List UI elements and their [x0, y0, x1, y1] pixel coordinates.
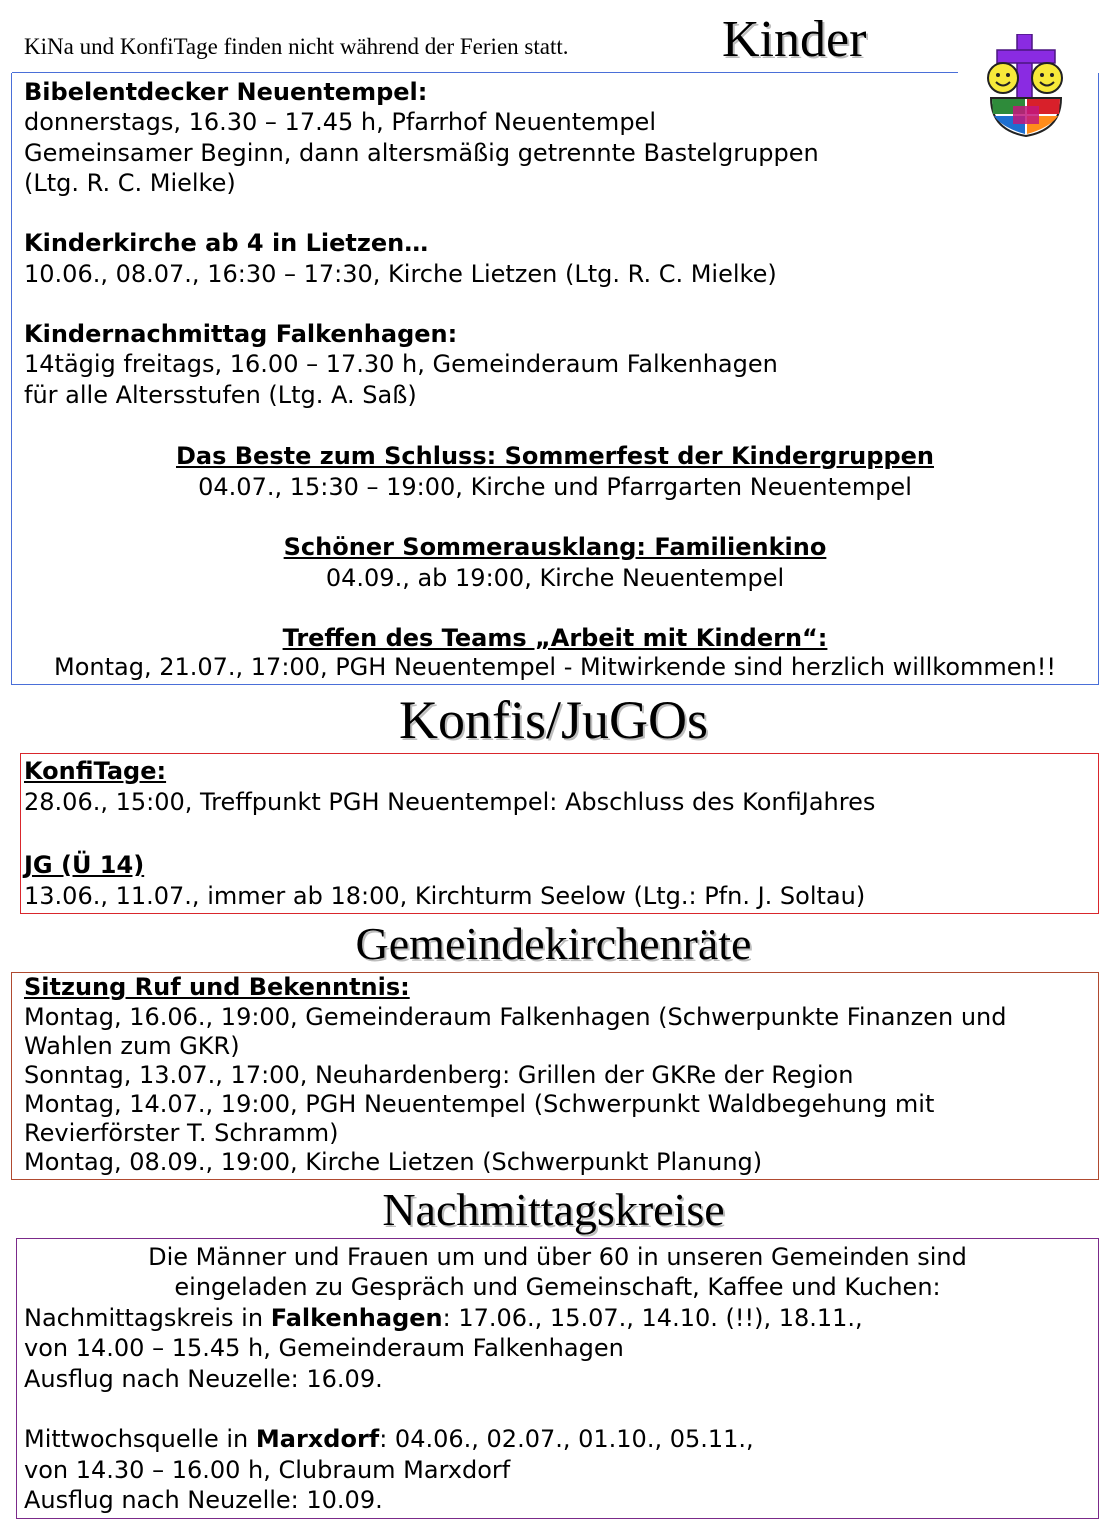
sommerfest-heading-row: [11, 441, 1099, 471]
falkenhagen-line: Ausflug nach Neuzelle: 16.09.: [24, 1365, 383, 1393]
section-title-konfis: Konfis/JuGOs: [398, 690, 709, 750]
marxdorf-dates: : 04.06., 02.07., 01.10., 05.11.,: [379, 1425, 754, 1453]
kindernachmittag-line: 14tägig freitags, 16.00 – 17.30 h, Gemeinderaum Falkenhagen: [24, 350, 778, 378]
marxdorf-dates-line: [24, 1424, 754, 1454]
familienkino-line: 04.09., ab 19:00, Kirche Neuentempel: [325, 564, 785, 592]
familienkino-heading-row: [11, 532, 1099, 562]
nmk-intro-line: Die Männer und Frauen um und über 60 in unseren Gemeinden sind: [148, 1243, 967, 1271]
bibelentdecker-line: Gemeinsamer Beginn, dann altersmäßig getrennte Bastelgruppen: [24, 139, 819, 167]
kindernachmittag-line: für alle Altersstufen (Ltg. A. Saß): [24, 381, 417, 409]
jg-line: 13.06., 11.07., immer ab 18:00, Kirchturm Seelow (Ltg.: Pfn. J. Soltau): [24, 882, 866, 910]
gkr-line: Sonntag, 13.07., 17:00, Neuhardenberg: Grillen der GKRe der Region: [24, 1061, 854, 1089]
konfitage-line: 28.06., 15:00, Treffpunkt PGH Neuentempel: Abschluss des KonfiJahres: [24, 788, 876, 816]
holiday-note: KiNa und KonfiTage finden nicht während der Ferien statt.: [24, 34, 569, 59]
bibelentdecker-line: donnerstags, 16.30 – 17.45 h, Pfarrhof Neuentempel: [24, 108, 656, 136]
section-title-nmk: Nachmittagskreise: [382, 1184, 725, 1235]
bibelentdecker-heading: Bibelentdecker Neuentempel:: [24, 78, 428, 106]
falkenhagen-dates-line: [24, 1303, 863, 1333]
falkenhagen-line: von 14.00 – 15.45 h, Gemeinderaum Falkenhagen: [24, 1334, 624, 1362]
kindernachmittag-heading: Kindernachmittag Falkenhagen:: [24, 320, 458, 348]
jg-heading: JG (Ü 14): [24, 851, 145, 879]
gkr-heading: Sitzung Ruf und Bekenntnis:: [24, 973, 410, 1001]
bibelentdecker-line: (Ltg. R. C. Mielke): [24, 169, 236, 197]
section-title-kinder: Kinder: [722, 11, 867, 68]
gkr-line: Wahlen zum GKR): [24, 1032, 240, 1060]
falkenhagen-prefix: Nachmittagskreis in: [24, 1304, 271, 1332]
sommerfest-line: 04.07., 15:30 – 19:00, Kirche und Pfarrgarten Neuentempel: [198, 473, 912, 501]
falkenhagen-place: Falkenhagen: [270, 1304, 443, 1332]
gkr-line: Montag, 14.07., 19:00, PGH Neuentempel (Schwerpunkt Waldbegehung mit: [24, 1090, 935, 1118]
marxdorf-line: Ausflug nach Neuzelle: 10.09.: [24, 1486, 383, 1514]
marxdorf-line: von 14.30 – 16.00 h, Clubraum Marxdorf: [24, 1456, 511, 1484]
marxdorf-prefix: Mittwochsquelle in: [24, 1425, 256, 1453]
team-heading-row: [11, 623, 1099, 653]
falkenhagen-dates: : 17.06., 15.07., 14.10. (!!), 18.11.,: [442, 1304, 863, 1332]
team-heading: Treffen des Teams „Arbeit mit Kindern“:: [282, 624, 828, 652]
gkr-line: Montag, 16.06., 19:00, Gemeinderaum Falkenhagen (Schwerpunkte Finanzen und: [24, 1003, 1007, 1031]
nmk-intro-line: eingeladen zu Gespräch und Gemeinschaft, Kaffee und Kuchen:: [174, 1273, 941, 1301]
kinderkirche-line: 10.06., 08.07., 16:30 – 17:30, Kirche Lietzen (Ltg. R. C. Mielke): [24, 260, 777, 288]
gkr-line: Revierförster T. Schramm): [24, 1119, 339, 1147]
kinderkirche-heading: Kinderkirche ab 4 in Lietzen…: [24, 229, 429, 257]
section-title-gkr: Gemeindekirchenräte: [355, 918, 752, 969]
sommerfest-heading: Das Beste zum Schluss: Sommerfest der Kindergruppen: [176, 442, 934, 470]
konfitage-heading: KonfiTage:: [24, 757, 167, 785]
team-line: Montag, 21.07., 17:00, PGH Neuentempel - Mitwirkende sind herzlich willkommen!!: [53, 653, 1056, 681]
marxdorf-place: Marxdorf: [255, 1425, 380, 1453]
gkr-line: Montag, 08.09., 19:00, Kirche Lietzen (Schwerpunkt Planung): [24, 1148, 763, 1176]
familienkino-heading: Schöner Sommerausklang: Familienkino: [283, 533, 827, 561]
